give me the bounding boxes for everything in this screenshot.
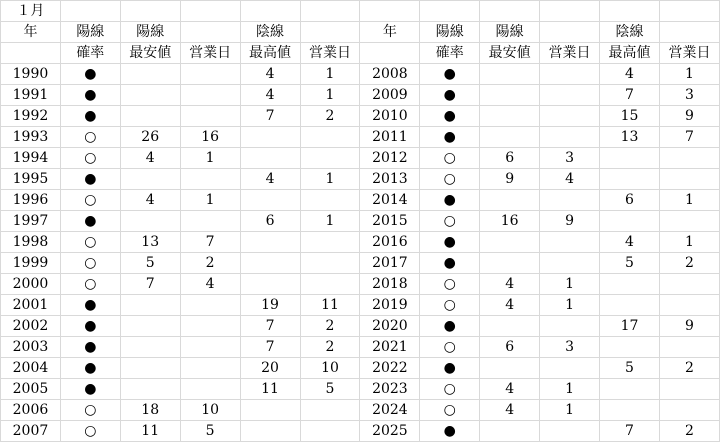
probability-mark[interactable]: ○ — [60, 148, 120, 169]
year-cell[interactable]: 2020 — [360, 316, 420, 337]
highest-price-header-right[interactable]: 最高値 — [600, 43, 660, 64]
year-cell[interactable]: 2006 — [1, 400, 61, 421]
lowest-day-cell[interactable]: 1 — [540, 274, 600, 295]
lowest-day-cell[interactable]: 3 — [540, 337, 600, 358]
highest-price-cell[interactable]: 7 — [600, 85, 660, 106]
probability-header-top-right[interactable]: 陽線 — [420, 22, 480, 43]
lowest-price-cell[interactable] — [480, 85, 540, 106]
highest-price-cell[interactable] — [600, 169, 660, 190]
probability-mark[interactable]: ● — [420, 85, 480, 106]
probability-mark[interactable]: ● — [60, 106, 120, 127]
probability-mark[interactable]: ○ — [420, 148, 480, 169]
cell[interactable] — [659, 22, 719, 43]
lowest-day-cell[interactable]: 2 — [180, 253, 240, 274]
yin-line-header[interactable]: 陰線 — [240, 22, 300, 43]
lowest-price-cell[interactable]: 7 — [120, 274, 180, 295]
cell[interactable] — [540, 22, 600, 43]
probability-mark[interactable]: ● — [60, 358, 120, 379]
probability-mark[interactable]: ○ — [420, 211, 480, 232]
probability-mark[interactable]: ● — [420, 421, 480, 442]
probability-mark[interactable]: ● — [60, 64, 120, 85]
lowest-day-cell[interactable]: 7 — [180, 232, 240, 253]
lowest-price-cell[interactable]: 4 — [480, 400, 540, 421]
table-row — [1, 148, 720, 169]
highest-price-cell[interactable] — [240, 127, 300, 148]
highest-day-cell[interactable] — [300, 253, 360, 274]
probability-mark[interactable]: ○ — [60, 421, 120, 442]
lowest-day-cell[interactable] — [180, 316, 240, 337]
header-row-2 — [1, 43, 720, 64]
year-cell[interactable]: 2010 — [360, 106, 420, 127]
lowest-price-cell[interactable] — [120, 85, 180, 106]
business-day-header[interactable]: 営業日 — [300, 43, 360, 64]
highest-day-cell[interactable]: 2 — [300, 106, 360, 127]
probability-mark[interactable]: ● — [60, 85, 120, 106]
highest-day-cell[interactable] — [300, 232, 360, 253]
table-row — [1, 400, 720, 421]
highest-price-cell[interactable]: 4 — [600, 64, 660, 85]
table-row — [1, 232, 720, 253]
year-cell[interactable]: 2012 — [360, 148, 420, 169]
year-cell[interactable]: 2021 — [360, 337, 420, 358]
lowest-day-cell[interactable]: 10 — [180, 400, 240, 421]
highest-day-cell[interactable]: 1 — [659, 190, 719, 211]
year-cell[interactable]: 1998 — [1, 232, 61, 253]
probability-mark[interactable]: ○ — [420, 379, 480, 400]
cell[interactable] — [1, 43, 61, 64]
probability-mark[interactable]: ● — [60, 379, 120, 400]
highest-price-cell[interactable] — [240, 421, 300, 442]
highest-day-cell[interactable]: 1 — [659, 64, 719, 85]
highest-day-cell[interactable]: 11 — [300, 295, 360, 316]
highest-price-cell[interactable]: 6 — [600, 190, 660, 211]
table-row — [1, 253, 720, 274]
lowest-price-cell[interactable] — [480, 421, 540, 442]
year-cell[interactable]: 2022 — [360, 358, 420, 379]
highest-price-cell[interactable]: 7 — [240, 337, 300, 358]
highest-day-cell[interactable] — [300, 400, 360, 421]
lowest-day-cell[interactable]: 1 — [180, 190, 240, 211]
cell[interactable] — [60, 1, 120, 22]
lowest-day-cell[interactable] — [180, 211, 240, 232]
lowest-price-header-right[interactable]: 最安値 — [480, 43, 540, 64]
highest-price-cell[interactable]: 7 — [240, 316, 300, 337]
highest-day-cell[interactable] — [300, 421, 360, 442]
highest-price-cell[interactable] — [600, 295, 660, 316]
highest-day-cell[interactable]: 1 — [300, 64, 360, 85]
table-row — [1, 421, 720, 442]
highest-price-cell[interactable] — [240, 232, 300, 253]
table-row — [1, 337, 720, 358]
highest-price-cell[interactable] — [240, 274, 300, 295]
year-cell[interactable]: 2019 — [360, 295, 420, 316]
year-cell[interactable]: 2004 — [1, 358, 61, 379]
highest-price-cell[interactable] — [240, 400, 300, 421]
lowest-price-cell[interactable]: 4 — [480, 295, 540, 316]
lowest-price-cell[interactable]: 4 — [120, 190, 180, 211]
highest-price-cell[interactable]: 6 — [240, 211, 300, 232]
lowest-day-cell[interactable]: 3 — [540, 148, 600, 169]
probability-mark[interactable]: ○ — [420, 337, 480, 358]
highest-day-cell[interactable]: 2 — [300, 337, 360, 358]
lowest-price-cell[interactable] — [480, 64, 540, 85]
grid-body — [1, 1, 720, 442]
year-cell[interactable]: 1990 — [1, 64, 61, 85]
year-cell[interactable]: 2013 — [360, 169, 420, 190]
year-cell[interactable]: 2023 — [360, 379, 420, 400]
year-header[interactable]: 年 — [1, 22, 61, 43]
cell[interactable] — [180, 1, 240, 22]
lowest-day-cell[interactable] — [180, 85, 240, 106]
lowest-day-cell[interactable] — [180, 169, 240, 190]
yang-line-header-right[interactable]: 陽線 — [480, 22, 540, 43]
probability-mark[interactable]: ● — [420, 106, 480, 127]
cell[interactable] — [420, 1, 480, 22]
year-cell[interactable]: 2008 — [360, 64, 420, 85]
probability-header-bottom[interactable]: 確率 — [60, 43, 120, 64]
year-cell[interactable]: 2014 — [360, 190, 420, 211]
lowest-day-cell[interactable] — [180, 64, 240, 85]
highest-day-cell[interactable] — [659, 400, 719, 421]
probability-header-bottom-right[interactable]: 確率 — [420, 43, 480, 64]
lowest-day-cell[interactable]: 4 — [540, 169, 600, 190]
highest-day-cell[interactable] — [659, 379, 719, 400]
cell[interactable] — [360, 1, 420, 22]
highest-price-cell[interactable]: 7 — [600, 421, 660, 442]
table-row — [1, 274, 720, 295]
highest-price-cell[interactable] — [600, 148, 660, 169]
lowest-price-cell[interactable]: 26 — [120, 127, 180, 148]
highest-price-cell[interactable]: 4 — [240, 64, 300, 85]
business-day-header-right[interactable]: 営業日 — [659, 43, 719, 64]
lowest-price-cell[interactable] — [480, 232, 540, 253]
business-day-header[interactable]: 営業日 — [180, 43, 240, 64]
year-cell[interactable]: 1994 — [1, 148, 61, 169]
highest-price-cell[interactable] — [240, 253, 300, 274]
probability-header-top[interactable]: 陽線 — [60, 22, 120, 43]
year-cell[interactable]: 2001 — [1, 295, 61, 316]
highest-day-cell[interactable]: 1 — [300, 211, 360, 232]
probability-mark[interactable]: ● — [420, 190, 480, 211]
lowest-day-cell[interactable] — [540, 106, 600, 127]
year-cell[interactable]: 2002 — [1, 316, 61, 337]
lowest-price-cell[interactable] — [480, 316, 540, 337]
probability-mark[interactable]: ● — [420, 232, 480, 253]
highest-price-header[interactable]: 最高値 — [240, 43, 300, 64]
lowest-price-cell[interactable]: 11 — [120, 421, 180, 442]
yang-line-header[interactable]: 陽線 — [120, 22, 180, 43]
lowest-price-cell[interactable]: 16 — [480, 211, 540, 232]
year-cell[interactable]: 2007 — [1, 421, 61, 442]
lowest-day-cell[interactable] — [180, 106, 240, 127]
lowest-price-cell[interactable] — [120, 358, 180, 379]
highest-day-cell[interactable] — [300, 148, 360, 169]
lowest-day-cell[interactable]: 1 — [540, 379, 600, 400]
lowest-price-cell[interactable] — [120, 64, 180, 85]
probability-mark[interactable]: ○ — [420, 295, 480, 316]
probability-mark[interactable]: ○ — [60, 232, 120, 253]
lowest-price-cell[interactable] — [120, 169, 180, 190]
highest-price-cell[interactable] — [240, 190, 300, 211]
lowest-day-cell[interactable]: 9 — [540, 211, 600, 232]
year-cell[interactable]: 1996 — [1, 190, 61, 211]
cell[interactable] — [300, 22, 360, 43]
year-header-right[interactable]: 年 — [360, 22, 420, 43]
highest-price-cell[interactable]: 17 — [600, 316, 660, 337]
lowest-price-cell[interactable]: 6 — [480, 337, 540, 358]
lowest-day-cell[interactable] — [540, 127, 600, 148]
highest-price-cell[interactable]: 19 — [240, 295, 300, 316]
yin-line-header-right[interactable]: 陰線 — [600, 22, 660, 43]
cell[interactable] — [180, 22, 240, 43]
highest-day-cell[interactable] — [659, 169, 719, 190]
table-row — [1, 106, 720, 127]
lowest-price-cell[interactable] — [120, 106, 180, 127]
year-cell[interactable]: 1991 — [1, 85, 61, 106]
year-cell[interactable]: 2018 — [360, 274, 420, 295]
year-cell[interactable]: 1997 — [1, 211, 61, 232]
highest-day-cell[interactable] — [300, 190, 360, 211]
highest-price-cell[interactable] — [600, 337, 660, 358]
probability-mark[interactable]: ● — [420, 316, 480, 337]
lowest-price-cell[interactable]: 6 — [480, 148, 540, 169]
lowest-price-cell[interactable]: 4 — [120, 148, 180, 169]
table-row — [1, 169, 720, 190]
lowest-price-cell[interactable] — [480, 253, 540, 274]
highest-day-cell[interactable]: 2 — [300, 316, 360, 337]
table-row — [1, 211, 720, 232]
probability-mark[interactable]: ● — [60, 295, 120, 316]
month-title[interactable]: １月 — [1, 1, 61, 22]
probability-mark[interactable]: ○ — [420, 274, 480, 295]
probability-mark[interactable]: ○ — [60, 127, 120, 148]
highest-price-cell[interactable] — [600, 211, 660, 232]
highest-day-cell[interactable] — [300, 274, 360, 295]
highest-day-cell[interactable] — [659, 148, 719, 169]
cell[interactable] — [120, 1, 180, 22]
highest-price-cell[interactable]: 4 — [240, 85, 300, 106]
highest-day-cell[interactable]: 1 — [659, 232, 719, 253]
cell[interactable] — [480, 1, 540, 22]
cell[interactable] — [659, 1, 719, 22]
business-day-header-right[interactable]: 営業日 — [540, 43, 600, 64]
highest-price-cell[interactable]: 20 — [240, 358, 300, 379]
probability-mark[interactable]: ○ — [60, 253, 120, 274]
year-cell[interactable]: 2003 — [1, 337, 61, 358]
lowest-price-header[interactable]: 最安値 — [120, 43, 180, 64]
lowest-day-cell[interactable]: 1 — [540, 295, 600, 316]
year-cell[interactable]: 2016 — [360, 232, 420, 253]
year-cell[interactable]: 2009 — [360, 85, 420, 106]
highest-day-cell[interactable]: 5 — [300, 379, 360, 400]
table-row — [1, 127, 720, 148]
table-row — [1, 85, 720, 106]
lowest-price-cell[interactable] — [120, 316, 180, 337]
highest-day-cell[interactable]: 2 — [659, 358, 719, 379]
table-row — [1, 190, 720, 211]
highest-price-cell[interactable]: 13 — [600, 127, 660, 148]
probability-mark[interactable]: ○ — [420, 400, 480, 421]
highest-day-cell[interactable]: 7 — [659, 127, 719, 148]
table-row — [1, 295, 720, 316]
highest-price-cell[interactable]: 15 — [600, 106, 660, 127]
lowest-price-cell[interactable]: 13 — [120, 232, 180, 253]
lowest-day-cell[interactable] — [540, 232, 600, 253]
lowest-day-cell[interactable] — [180, 295, 240, 316]
lowest-price-cell[interactable] — [120, 337, 180, 358]
lowest-price-cell[interactable] — [120, 295, 180, 316]
highest-price-cell[interactable]: 4 — [240, 169, 300, 190]
lowest-price-cell[interactable]: 4 — [480, 274, 540, 295]
lowest-day-cell[interactable] — [540, 85, 600, 106]
probability-mark[interactable]: ● — [420, 64, 480, 85]
year-cell[interactable]: 2024 — [360, 400, 420, 421]
highest-day-cell[interactable] — [659, 295, 719, 316]
highest-price-cell[interactable]: 5 — [600, 358, 660, 379]
year-cell[interactable]: 2015 — [360, 211, 420, 232]
lowest-day-cell[interactable]: 4 — [180, 274, 240, 295]
highest-day-cell[interactable]: 3 — [659, 85, 719, 106]
probability-mark[interactable]: ● — [60, 169, 120, 190]
probability-mark[interactable]: ● — [60, 337, 120, 358]
lowest-price-cell[interactable] — [480, 127, 540, 148]
highest-price-cell[interactable] — [600, 400, 660, 421]
probability-mark[interactable]: ○ — [60, 400, 120, 421]
probability-mark[interactable]: ● — [60, 316, 120, 337]
year-cell[interactable]: 1995 — [1, 169, 61, 190]
lowest-price-cell[interactable]: 5 — [120, 253, 180, 274]
year-cell[interactable]: 2000 — [1, 274, 61, 295]
header-row-1 — [1, 22, 720, 43]
cell[interactable] — [540, 1, 600, 22]
table-row — [1, 358, 720, 379]
lowest-day-cell[interactable] — [180, 358, 240, 379]
highest-price-cell[interactable]: 5 — [600, 253, 660, 274]
table-row — [1, 379, 720, 400]
highest-day-cell[interactable]: 9 — [659, 316, 719, 337]
probability-mark[interactable]: ○ — [60, 274, 120, 295]
probability-mark[interactable]: ● — [420, 253, 480, 274]
probability-mark[interactable]: ● — [420, 358, 480, 379]
lowest-day-cell[interactable]: 16 — [180, 127, 240, 148]
lowest-day-cell[interactable] — [540, 64, 600, 85]
probability-mark[interactable]: ● — [420, 127, 480, 148]
lowest-day-cell[interactable] — [540, 316, 600, 337]
highest-day-cell[interactable]: 1 — [300, 85, 360, 106]
lowest-price-cell[interactable]: 4 — [480, 379, 540, 400]
highest-day-cell[interactable] — [659, 337, 719, 358]
lowest-price-cell[interactable]: 18 — [120, 400, 180, 421]
probability-mark[interactable]: ○ — [420, 169, 480, 190]
lowest-price-cell[interactable] — [480, 358, 540, 379]
table-row — [1, 316, 720, 337]
probability-mark[interactable]: ● — [60, 211, 120, 232]
title-row — [1, 1, 720, 22]
year-cell[interactable]: 2011 — [360, 127, 420, 148]
year-cell[interactable]: 2017 — [360, 253, 420, 274]
highest-price-cell[interactable]: 7 — [240, 106, 300, 127]
lowest-price-cell[interactable] — [120, 211, 180, 232]
cell[interactable] — [360, 43, 420, 64]
highest-day-cell[interactable]: 2 — [659, 421, 719, 442]
lowest-price-cell[interactable]: 9 — [480, 169, 540, 190]
highest-price-cell[interactable]: 11 — [240, 379, 300, 400]
lowest-day-cell[interactable] — [540, 253, 600, 274]
highest-day-cell[interactable]: 9 — [659, 106, 719, 127]
cell[interactable] — [600, 1, 660, 22]
highest-price-cell[interactable] — [600, 274, 660, 295]
probability-mark[interactable]: ○ — [60, 190, 120, 211]
lowest-day-cell[interactable] — [540, 421, 600, 442]
highest-day-cell[interactable] — [300, 127, 360, 148]
highest-day-cell[interactable]: 1 — [300, 169, 360, 190]
lowest-day-cell[interactable]: 5 — [180, 421, 240, 442]
year-cell[interactable]: 1993 — [1, 127, 61, 148]
lowest-day-cell[interactable] — [180, 379, 240, 400]
lowest-price-cell[interactable] — [480, 190, 540, 211]
year-cell[interactable]: 1999 — [1, 253, 61, 274]
highest-price-cell[interactable]: 4 — [600, 232, 660, 253]
table-row — [1, 64, 720, 85]
highest-price-cell[interactable] — [600, 379, 660, 400]
lowest-price-cell[interactable] — [480, 106, 540, 127]
highest-price-cell[interactable] — [240, 148, 300, 169]
cell[interactable] — [240, 1, 300, 22]
highest-day-cell[interactable] — [659, 274, 719, 295]
cell[interactable] — [300, 1, 360, 22]
lowest-price-cell[interactable] — [120, 379, 180, 400]
lowest-day-cell[interactable]: 1 — [180, 148, 240, 169]
highest-day-cell[interactable]: 10 — [300, 358, 360, 379]
highest-day-cell[interactable]: 2 — [659, 253, 719, 274]
lowest-day-cell[interactable] — [180, 337, 240, 358]
lowest-day-cell[interactable]: 1 — [540, 400, 600, 421]
lowest-day-cell[interactable] — [540, 358, 600, 379]
year-cell[interactable]: 2005 — [1, 379, 61, 400]
year-cell[interactable]: 1992 — [1, 106, 61, 127]
year-cell[interactable]: 2025 — [360, 421, 420, 442]
lowest-day-cell[interactable] — [540, 190, 600, 211]
highest-day-cell[interactable] — [659, 211, 719, 232]
